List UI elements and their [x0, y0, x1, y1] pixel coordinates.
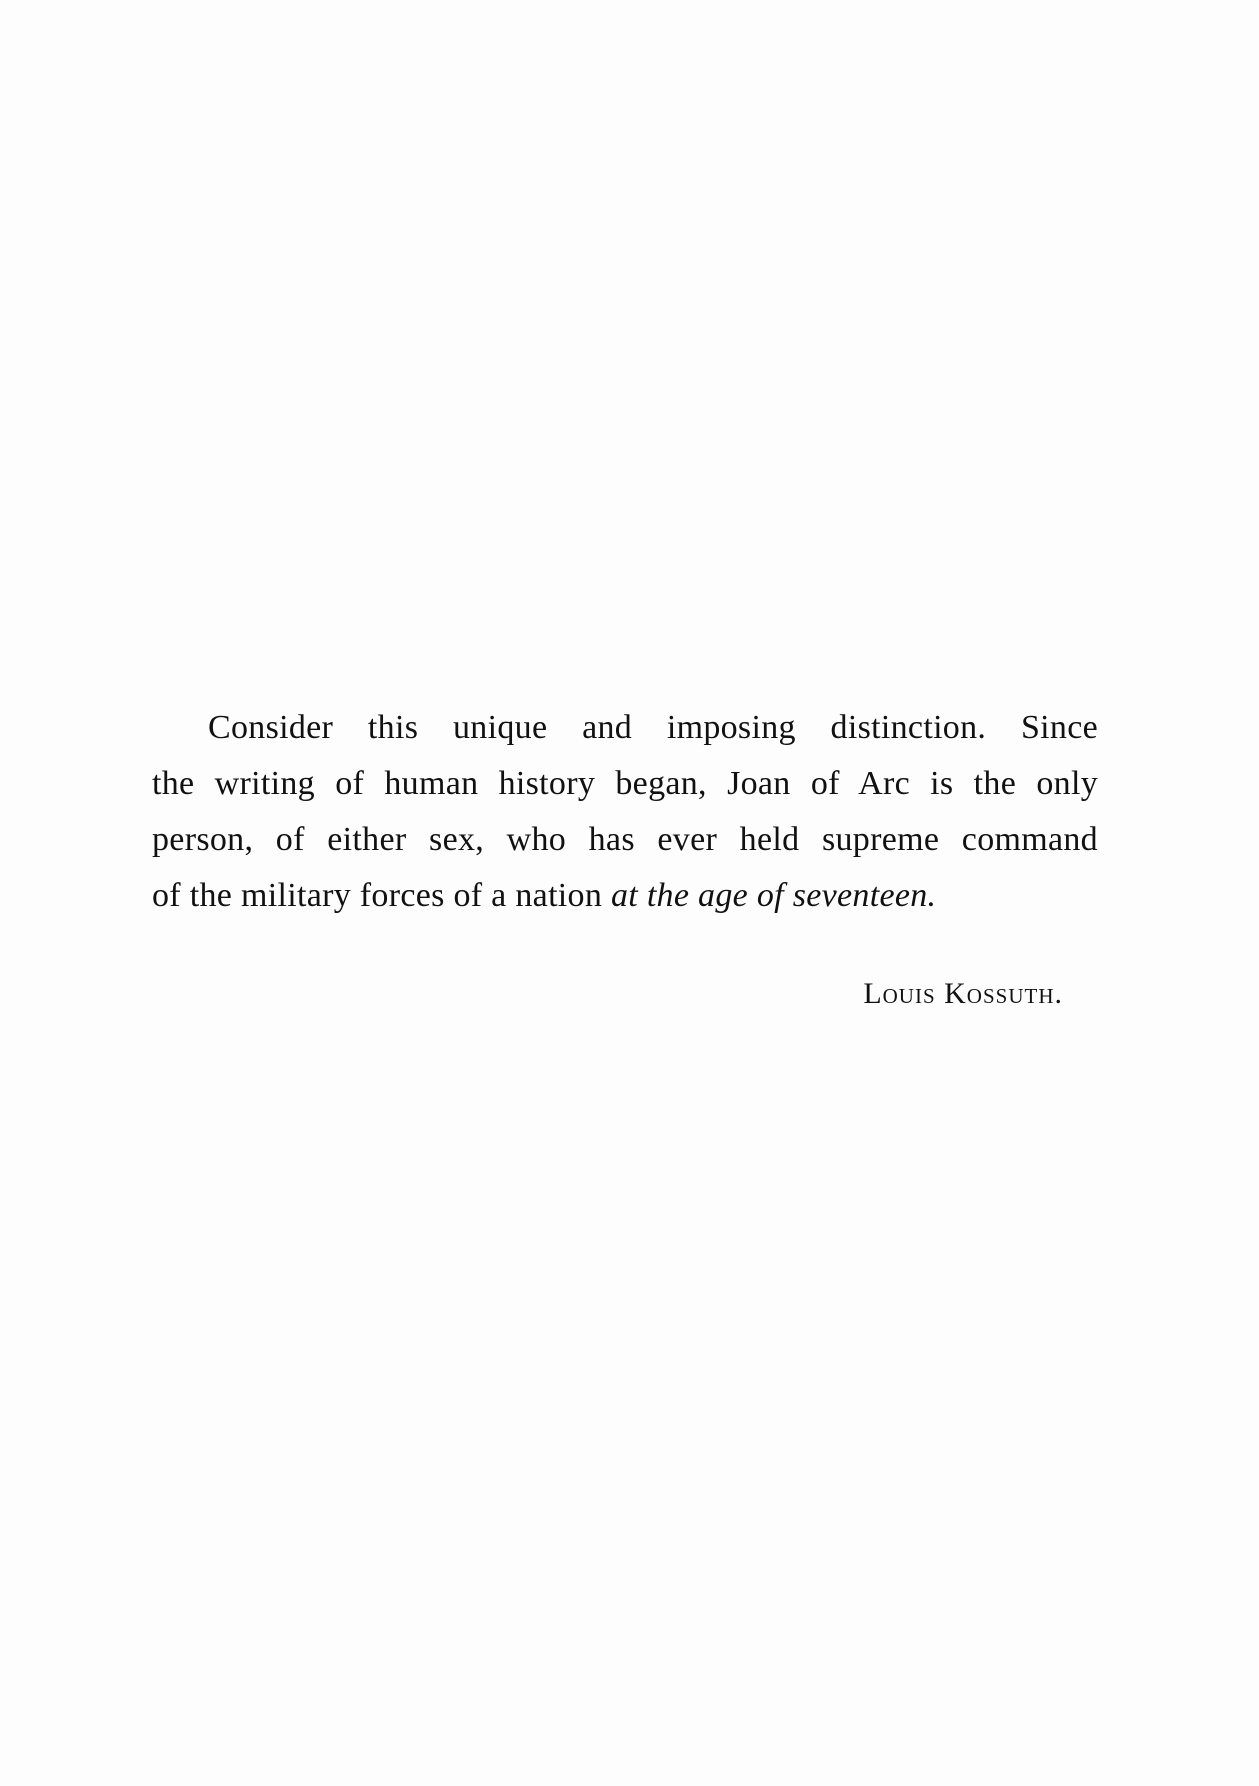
quote-line-4-plain: of the military forces of a nation: [152, 877, 611, 914]
quote-line-3: person, of either sex, who has ever held supreme command: [152, 821, 1098, 858]
quote-attribution: Louis Kossuth.: [863, 977, 1063, 1010]
quote-line-4: [152, 868, 1098, 924]
quote-line-2: the writing of human history began, Joan of Arc is the only: [152, 765, 1098, 802]
quote-line-4-italic: at the age of seventeen.: [610, 877, 937, 914]
quote-line-1: Consider this unique and imposing distinction. Since: [208, 709, 1098, 746]
quote-paragraph: [152, 700, 1098, 924]
